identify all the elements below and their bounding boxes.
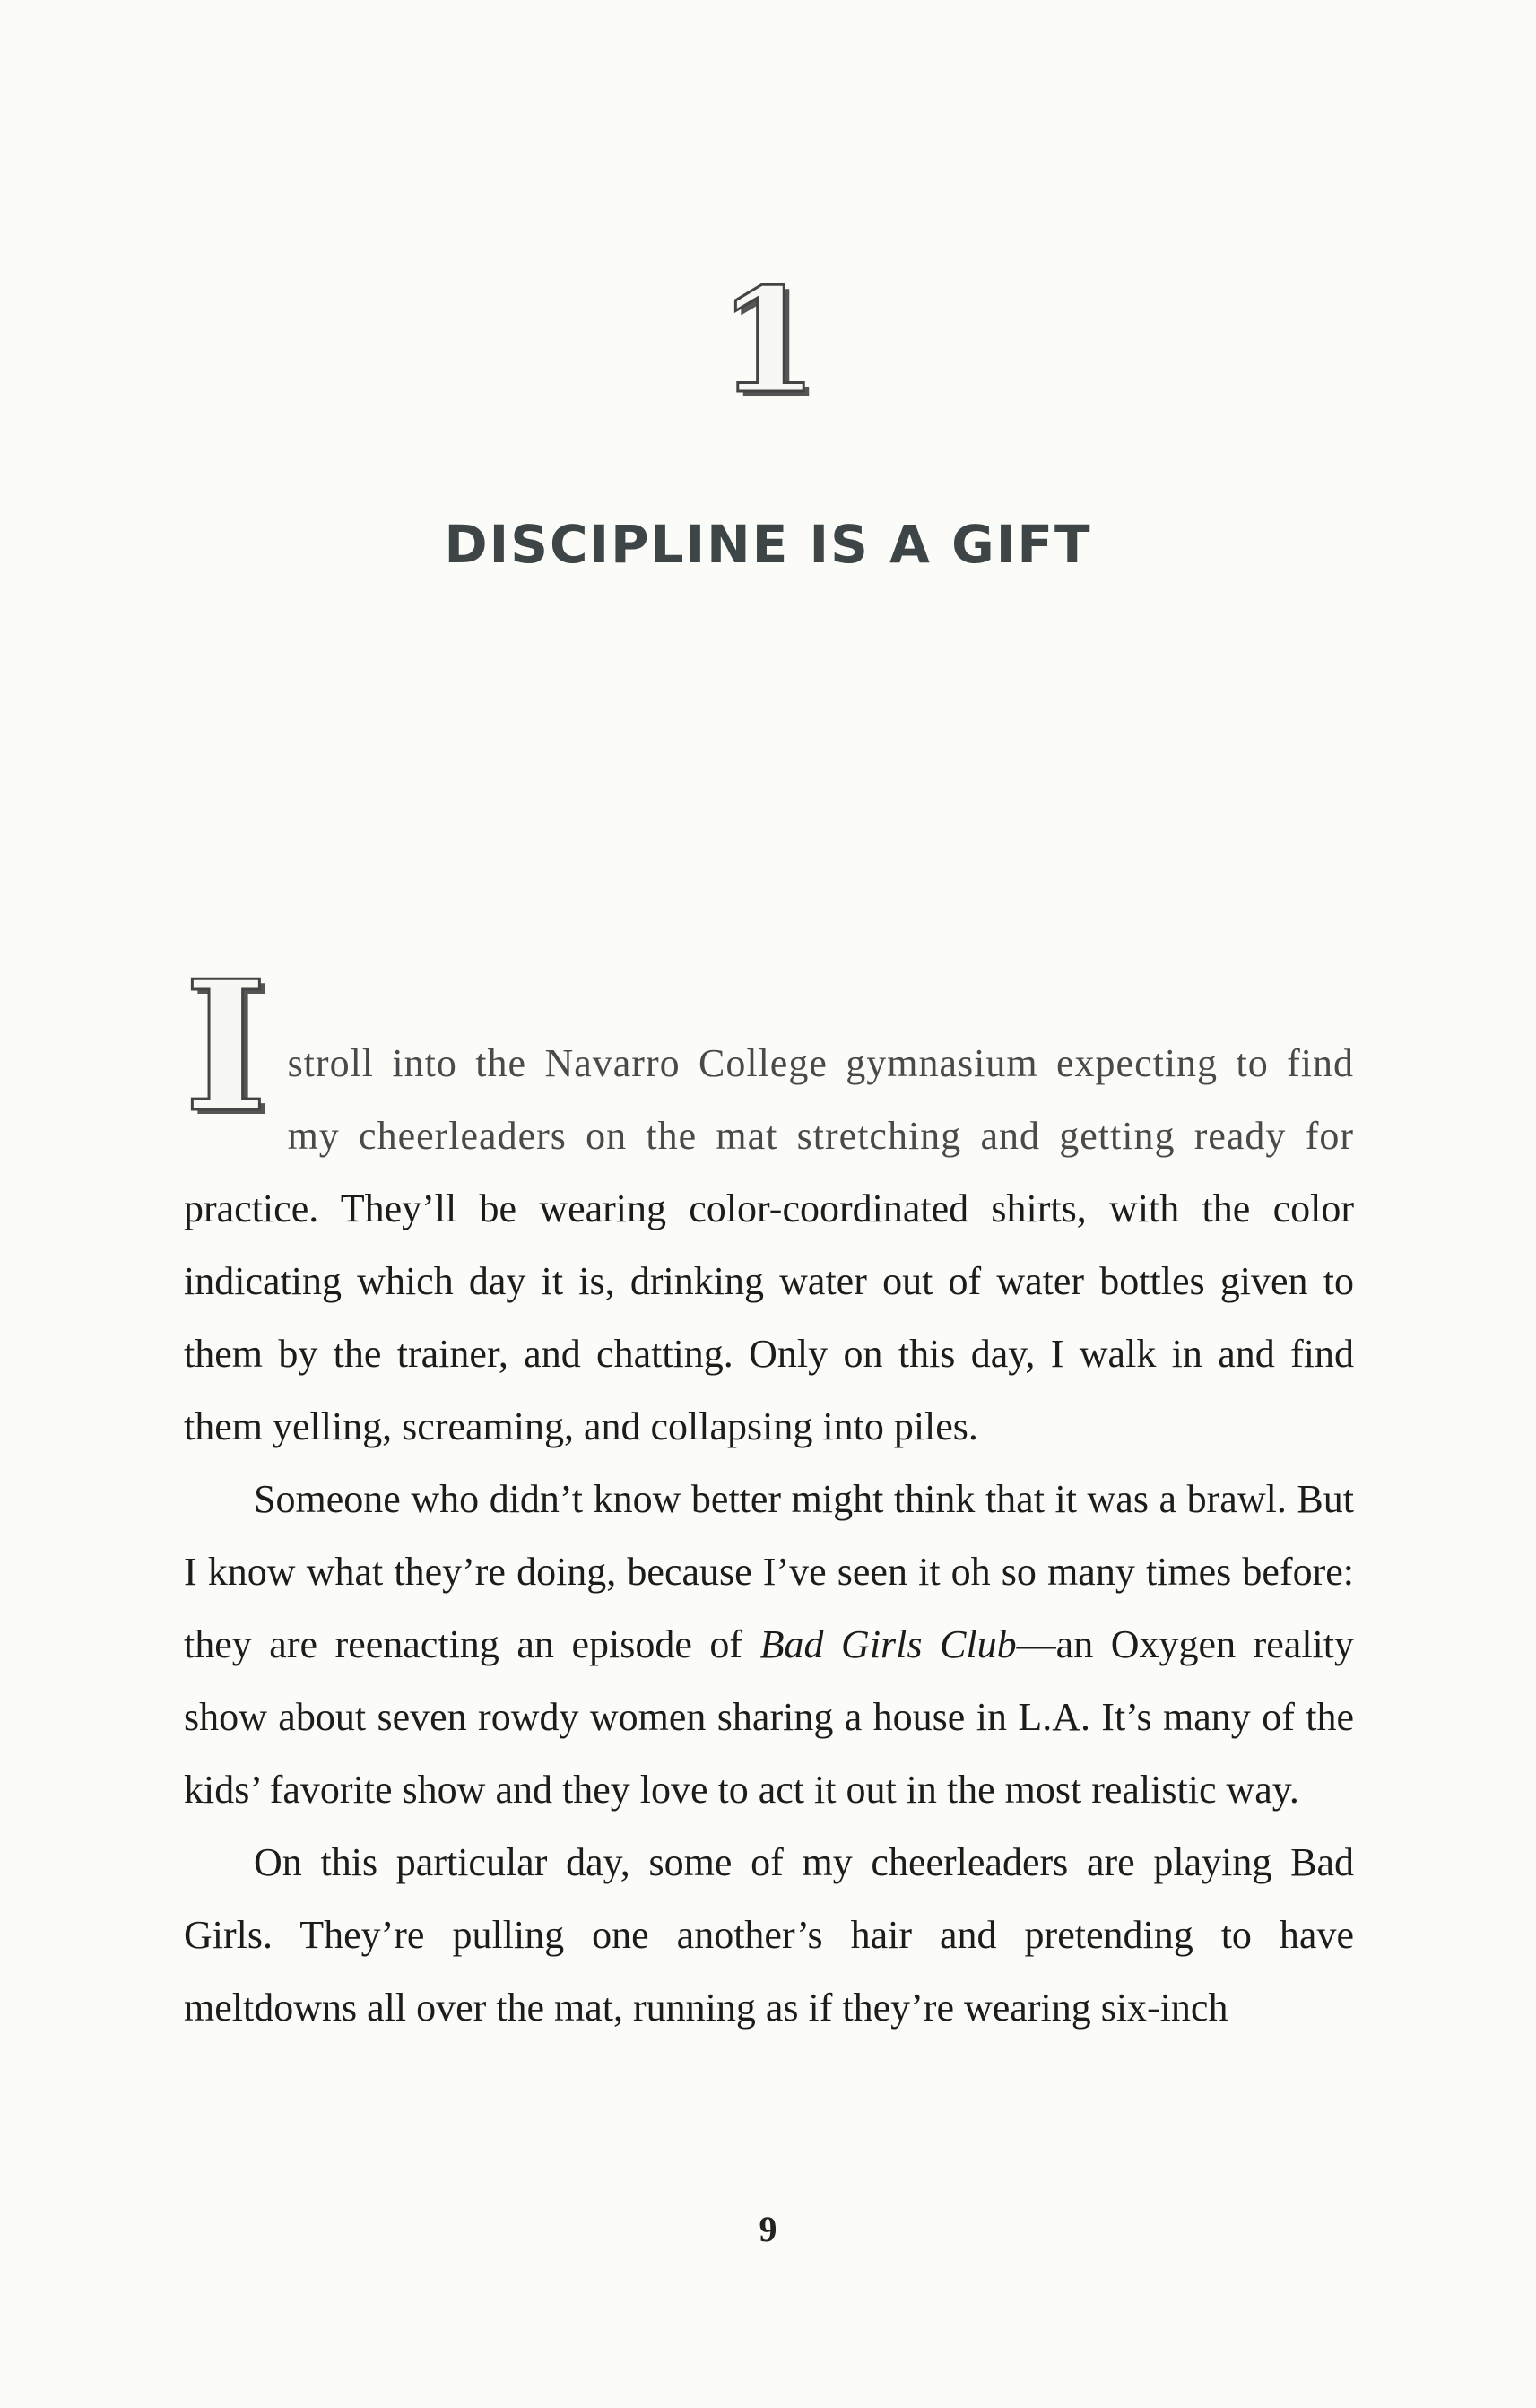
- paragraph-2-end: —an Oxygen reality show about seven rowdy women sharing a house in L.A. It’s many of the kids’ favorite show and they love to act it out in the most realistic way.: [184, 1622, 1355, 1812]
- paragraph-2-start: Someone who didn’t know better might think that it was a brawl. But I know what they’re doing, because I’ve seen it oh so many times before: they are reenacting an episode of: [184, 1477, 1354, 1666]
- paragraph-1-opening: stroll into the Navarro College gymnasium expecting to find my cheerleaders on the mat stretching and getting ready for: [287, 1041, 1354, 1158]
- chapter-number: 1: [717, 256, 819, 425]
- paragraph-1: [184, 942, 1354, 1463]
- paragraph-2: [184, 1463, 1354, 1826]
- body-text: [184, 942, 1355, 2044]
- paragraph-1-rest: practice. They’ll be wearing color-coordinated shirts, with the color indicating which day it is, drinking water out of water bottles given to them by the trainer, and chatting. Only on this day, I walk in and find them yelling, screaming, and collapsing into piles.: [184, 1187, 1354, 1448]
- page-number: 9: [759, 2209, 777, 2249]
- show-title: Bad Girls Club: [759, 1622, 1017, 1666]
- paragraph-3: On this particular day, some of my cheerleaders are playing Bad Girls. They’re pulling one another’s hair and pretending to have meltdowns all over the mat, running as if they’re wearing six-inch: [184, 1840, 1354, 2030]
- chapter-title: DISCIPLINE IS A GIFT: [444, 514, 1092, 575]
- drop-cap: I: [184, 942, 268, 1152]
